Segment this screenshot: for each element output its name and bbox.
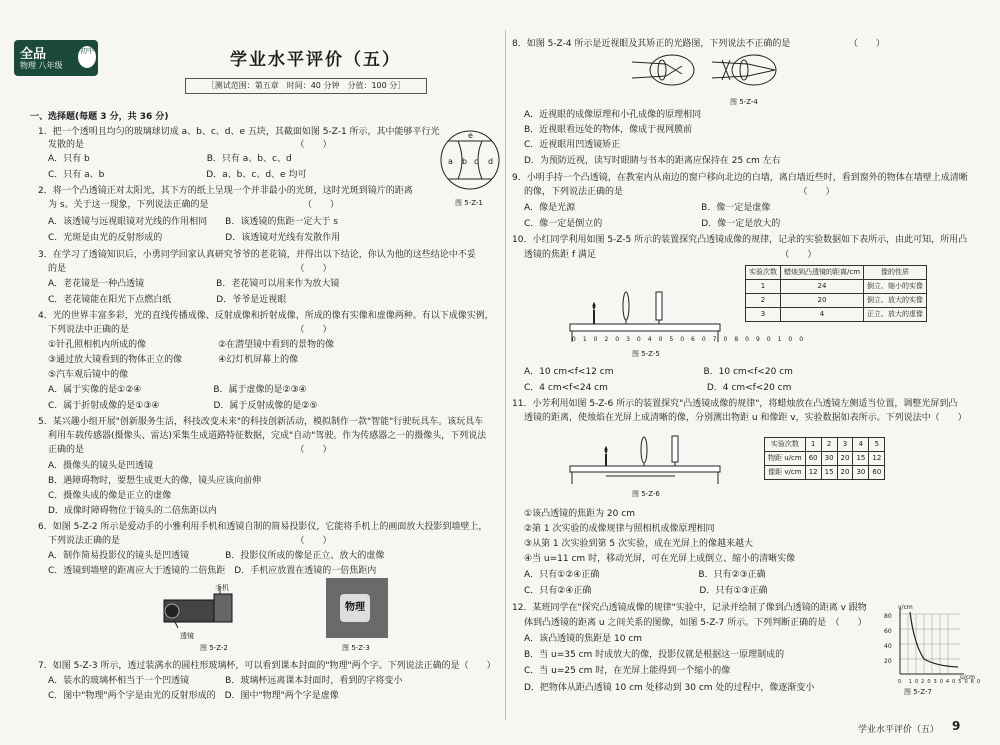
stage-seal: 初中 [78,46,96,68]
question-line: 发散的是 （ ） [48,140,332,150]
footer-title: 学业水平评价（五） [858,725,940,735]
graph-y-label: v/cm [898,604,913,611]
option-line: C．老花镜能在阳光下点燃白纸 D．爷爷是近视眼 [48,295,287,305]
option-line: B．当 u=35 cm 时成放大的像，投影仪就是根据这一原理制成的 [524,650,785,660]
table-row: 3 4 正立、放大的虚像 [746,308,927,322]
question-line: 11．小芳利用如图 5-Z-6 所示的装置探究"凸透镜成像的规律"，将蜡烛放在凸透镜左侧适当位置，调整光屏到凸 [512,399,958,409]
table-10 [745,265,927,322]
table-row: 1 24 倒立、缩小的实像 [746,280,927,294]
table-header: 蜡烛到凸透镜的距离/cm [781,266,864,280]
graph-y-tick: 40 [884,643,892,650]
statement-line: ③从第 1 次实验到第 5 次实验，成在光屏上的像越来越大 [524,539,753,549]
table-header: 像的性质 [864,266,927,280]
graph-y-tick: 20 [884,658,892,665]
fig3-cup-text: 物理 [340,594,370,622]
page-number: 9 [952,719,961,733]
option-line: A．10 cm<f<12 cm B．10 cm<f<20 cm [524,367,793,377]
option-line: C．光斑是由光的反射形成的 D．该透镜对光线有发散作用 [48,233,341,243]
page-title: 学业水平评价（五） [230,50,401,70]
question-line: 7．如图 5-Z-3 所示，透过装满水的圆柱形玻璃杯，可以看到课本封面的"物理"两个字。下列说法正确的是（ ） [38,661,496,671]
question-line: 的是 （ ） [48,264,332,274]
subject-grade: 物理 八年级 [20,61,63,70]
option-line: A．近视眼的成像原理和小孔成像的原理相同 [524,110,702,120]
question-line: 4．光的世界丰富多彩，光的直线传播成像、反射成像和折射成像，所成的像有实像和虚像两种。有以下成像实例， [38,311,494,321]
figure-caption: 图 5-Z-3 [342,644,370,652]
figure-caption: 图 5-Z-2 [200,644,228,652]
column-divider [505,30,506,720]
question-line: 9．小明手持一个凸透镜，在教室内从南边的窗户移向北边的白墙，离白墙近些时，看到窗外的物体在墙壁上成清晰 [512,173,968,183]
fig1-label-b: b [462,157,468,166]
left-column [30,0,498,745]
fig1-label-a: a [448,157,453,166]
graph-y-tick: 60 [884,628,892,635]
graph-x-ticks: 0 102030405060 [898,679,984,685]
figure-5-z-4-eye-diagram [632,52,792,88]
statement-line: ④当 u=11 cm 时，移动光屏，可在光屏上成倒立、缩小的清晰实像 [524,554,796,564]
question-line: 5．某兴趣小组开展"创新服务生活，科技改变未来"的科技创新活动，模拟制作一款"智能"行驶玩具车。该玩具车 [38,417,484,427]
question-line: 利用车载传感器(摄像头、雷达)采集生成道路特征数据，完成"自动"驾驶。作为传感器之一的摄像头，下列说法 [48,431,487,441]
option-line: C．近视眼用凹透镜矫正 [524,140,621,150]
option-line: D．把物体从距凸透镜 10 cm 处移动到 30 cm 处的过程中，像逐渐变小 [524,683,815,693]
question-line: 正确的是 （ ） [48,445,332,455]
fig2-lens-label: 透镜 [180,632,194,640]
statement-line: ②第 1 次实验的成像规律与照相机成像原理相同 [524,524,715,534]
question-line: 12．某班同学在"探究凸透镜成像的规律"实验中，记录并绘制了像到凸透镜的距离 v 跟物 [512,603,867,613]
option-line: B．近视眼看远处的物体，像成于视网膜前 [524,125,693,135]
table-row: 实验次数 1 2 3 4 5 [765,438,885,452]
figure-5-z-2-projector [160,580,250,635]
question-line: 10．小红同学利用如图 5-Z-5 所示的装置探究凸透镜成像的规律，记录的实验数据如下表所示，由此可知，所用凸 [512,235,968,245]
fig1-label-e: e [468,131,473,140]
statement-line: ①该凸透镜的焦距为 20 cm [524,509,635,519]
option-line: ①针孔照相机内所成的像 ②在潜望镜中看到的景物的像 [48,340,335,350]
figure-5-z-6-bench [566,430,726,486]
figure-caption: 图 5-Z-5 [632,350,660,358]
question-line: 透镜的距离，使烛焰在光屏上成清晰的像，分别测出物距 u 和像距 v，实验数据如表所示。下列说法中（ ） [524,413,967,423]
option-line: A．该透镜与远视眼镜对光线的作用相同 B．该透镜的焦距一定大于 s [48,217,338,227]
figure-5-z-1-sphere [440,128,500,194]
fig5-ruler-ticks: 0102030405060708090100 [572,336,811,343]
option-line: C．只有 a、b D．a、b、c、d、e 均可 [48,170,307,180]
fig1-label-c: c [474,157,479,166]
question-line: 体到凸透镜的距离 u 之间关系的图像，如图 5-Z-7 所示。下列判断正确的是 （ ） [524,618,867,628]
question-line: 8．如图 5-Z-4 所示是近视眼及其矫正的光路图，下列说法不正确的是 （ ） [512,39,885,49]
question-line: 为 s。关于这一现象，下列说法正确的是 （ ） [48,200,340,210]
test-range: ［测试范围：第五章 时间：40 分钟 分值：100 分］ [185,78,427,94]
table-header: 实验次数 [746,266,781,280]
option-line: C．当 u=25 cm 时，在光屏上能得到一个缩小的像 [524,666,731,676]
option-line: B．遇障碍物时，要想生成更大的像，镜头应该向前伸 [48,476,262,486]
table-row: 2 20 倒立、放大的实像 [746,294,927,308]
option-line: A．装水的玻璃杯相当于一个凹透镜 B．玻璃杯远离课本封面时，看到的字将变小 [48,676,403,686]
table-row: 像距 v/cm 12 15 20 30 60 [765,466,885,480]
option-line: C．只有②④正确 D．只有①③正确 [524,586,768,596]
question-line: 1．把一个透明且均匀的玻璃球切成 a、b、c、d、e 五块，其截面如图 5-Z-1 所示，其中能够平行光 [38,127,440,137]
right-column [512,0,984,745]
section-heading: 一、选择题(每题 3 分，共 36 分) [30,112,169,122]
option-line: C．属于折射成像的是①③④ D．属于反射成像的是②⑤ [48,401,318,411]
table-row: 物距 u/cm 60 30 20 15 12 [765,452,885,466]
option-line: A．只有①②④正确 B．只有②③正确 [524,570,766,580]
brand-name: 全品 [20,47,47,62]
option-line: D．为预防近视，读写时眼睛与书本的距离应保持在 25 cm 左右 [524,156,781,166]
figure-5-z-3-photo [326,578,388,638]
option-line: C．像一定是倒立的 D．像一定是放大的 [524,219,781,229]
fig1-label-d: d [488,157,494,166]
option-line: A．摄像头的镜头是凹透镜 [48,461,154,471]
option-line: D．成像时障碍物位于镜头的二倍焦距以内 [48,506,217,516]
option-line: C．透镜到墙壁的距离应大于透镜的二倍焦距 D．手机应放置在透镜的一倍焦距内 [48,566,377,576]
figure-caption: 图 5-Z-1 [455,199,483,207]
question-line: 6．如图 5-Z-2 所示是爱动手的小雅利用手机和透镜自制的简易投影仪，它能将手机上的画面放大投影到墙壁上， [38,522,488,532]
option-line: C．摄像头成的像是正立的虚像 [48,491,172,501]
graph-y-tick: 80 [884,613,892,620]
figure-caption: 图 5-Z-6 [632,490,660,498]
option-line: A．制作简易投影仪的镜头是凹透镜 B．投影仪所成的像是正立、放大的虚像 [48,551,385,561]
table-11 [764,437,885,480]
fig2-phone-label: 手机 [215,584,229,592]
question-line: 的像，下列说法正确的是 （ ） [524,187,835,197]
option-line: A．像是光源 B．像一定是虚像 [524,203,771,213]
graph-x-label: u/cm [960,674,975,681]
option-line: C．4 cm<f<24 cm D．4 cm<f<20 cm [524,383,792,393]
option-line: C．图中"物理"两个字是由光的反射形成的 D．图中"物理"两个字是虚像 [48,691,339,701]
option-line: A．只有 b B．只有 a、b、c、d [48,154,292,164]
option-line: A．该凸透镜的焦距是 10 cm [524,634,643,644]
option-line: A．老花镜是一种凸透镜 B．老花镜可以用来作为放大镜 [48,279,340,289]
question-line: 3．在学习了透镜知识后，小勇同学回家认真研究爷爷的老花镜，并得出以下结论，你认为他的这些结论中不妥 [38,250,476,260]
option-line: ③通过放大镜看到的物体正立的像 ④幻灯机屏幕上的像 [48,355,299,365]
figure-caption: 图 5-Z-7 [904,688,932,696]
option-line: ⑤汽车观后镜中的像 [48,370,129,380]
question-line: 下列说法正确的是 （ ） [48,536,332,546]
figure-caption: 图 5-Z-4 [730,98,758,106]
option-line: A．属于实像的是①②④ B．属于虚像的是②③④ [48,385,307,395]
question-line: 透镜的焦距 f 满足 （ ） [524,250,817,260]
question-line: 2．将一个凸透镜正对太阳光，其下方的纸上呈现一个并非最小的光斑，这时光斑到镜片的距离 [38,186,413,196]
question-line: 下列说法中正确的是 （ ） [48,325,332,335]
